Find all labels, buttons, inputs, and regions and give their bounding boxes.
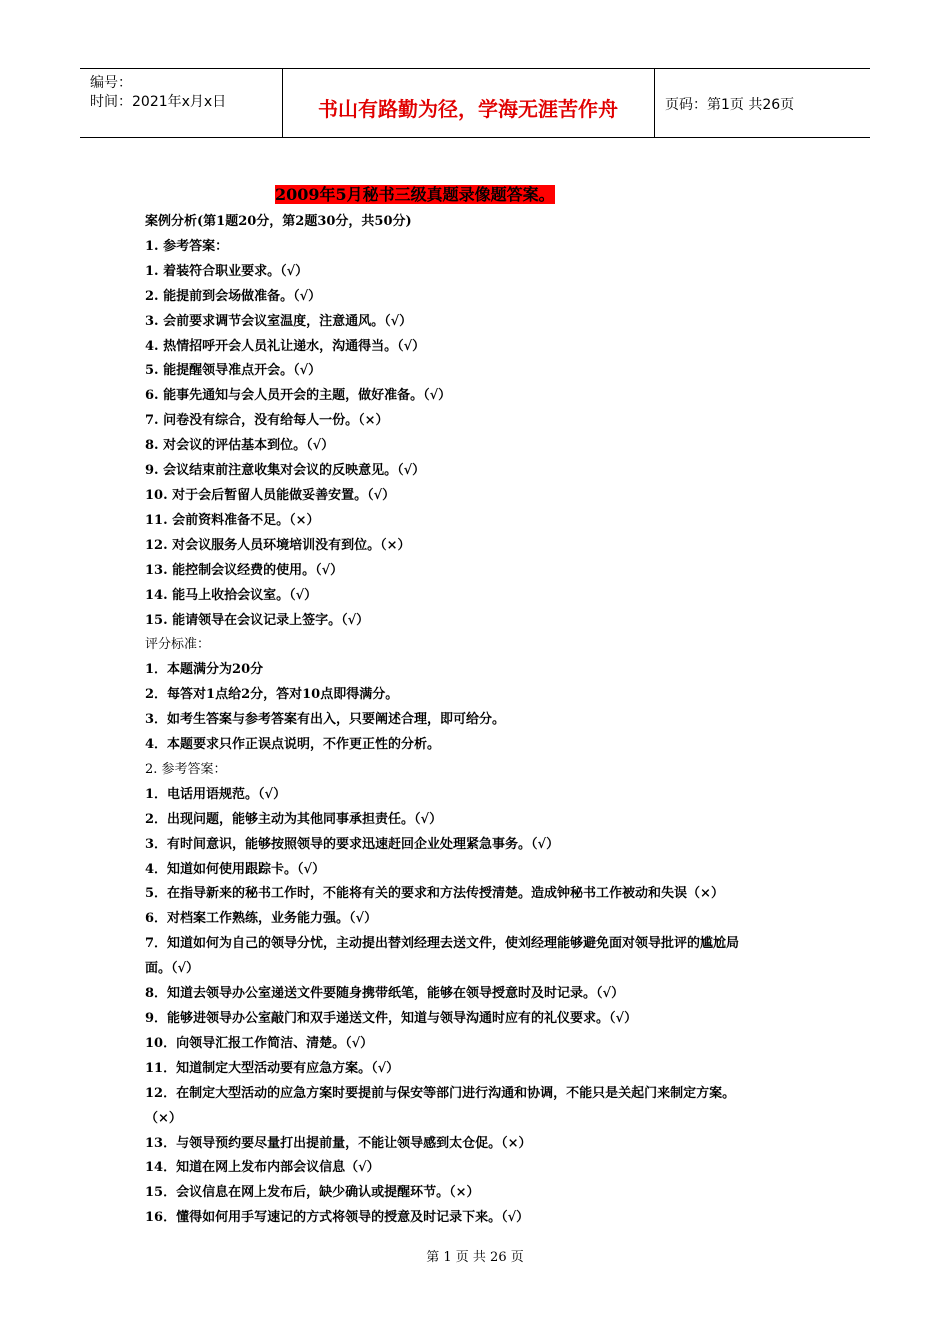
- text-line: 2．每答对1点给2分，答对10点即得满分。: [145, 687, 399, 703]
- title-highlight: 2009年5月秘书三级真题录像题答案。: [275, 185, 555, 204]
- text-line: 10．向领导汇报工作简洁、清楚。（√）: [145, 1035, 374, 1051]
- answer-content: [145, 210, 825, 1231]
- text-line: 面。（√）: [145, 961, 200, 977]
- document-header: [80, 68, 870, 138]
- text-line: 14．知道在网上发布内部会议信息（√）: [145, 1160, 380, 1176]
- text-line: 2. 能提前到会场做准备。（√）: [145, 288, 322, 304]
- text-line: 13. 能控制会议经费的使用。（√）: [145, 562, 344, 578]
- text-line: （×）: [145, 1110, 182, 1126]
- text-line: 评分标准：: [145, 637, 211, 653]
- header-left-cell: [80, 69, 283, 137]
- text-line: 15. 能请领导在会议记录上签字。（√）: [145, 612, 370, 628]
- text-line: 6．对档案工作熟练，业务能力强。（√）: [145, 911, 378, 927]
- text-line: 6. 能事先通知与会人员开会的主题，做好准备。（√）: [145, 388, 452, 404]
- text-line: 1．电话用语规范。（√）: [145, 786, 287, 802]
- document-title: [275, 184, 555, 206]
- number-label: 编号：: [90, 75, 132, 91]
- page-info: 页码：第1页 共26页: [665, 97, 795, 113]
- text-line: 7．知道如何为自己的领导分忧，主动提出替刘经理去送文件，使刘经理能够避免面对领导批评的尴尬局: [145, 936, 740, 952]
- text-line: 7. 问卷没有综合，没有给每人一份。（×）: [145, 413, 389, 429]
- text-line: 3. 会前要求调节会议室温度，注意通风。（√）: [145, 313, 413, 329]
- time-label: 时间：2021年x月x日: [90, 94, 227, 110]
- text-line: 1. 参考答案：: [145, 238, 229, 254]
- text-line: 案例分析(第1题20分，第2题30分，共50分): [145, 214, 412, 229]
- text-line: 3．有时间意识，能够按照领导的要求迅速赶回企业处理紧急事务。（√）: [145, 836, 560, 852]
- header-middle-cell: [282, 69, 655, 137]
- text-line: 2．出现问题，能够主动为其他同事承担责任。（√）: [145, 811, 443, 827]
- text-line: 11．知道制定大型活动要有应急方案。（√）: [145, 1060, 400, 1076]
- text-line: 12．在制定大型活动的应急方案时要提前与保安等部门进行沟通和协调，不能只是关起门来制定方案。: [145, 1085, 736, 1101]
- text-line: 15．会议信息在网上发布后，缺少确认或提醒环节。（×）: [145, 1185, 480, 1201]
- text-line: 8. 对会议的评估基本到位。（√）: [145, 438, 335, 454]
- text-line: 9．能够进领导办公室敲门和双手递送文件，知道与领导沟通时应有的礼仪要求。（√）: [145, 1011, 638, 1026]
- text-line: 8．知道去领导办公室递送文件要随身携带纸笔，能够在领导授意时及时记录。（√）: [145, 986, 625, 1002]
- text-line: 2. 参考答案：: [145, 761, 227, 777]
- text-line: 14. 能马上收拾会议室。（√）: [145, 587, 318, 603]
- text-line: 10. 对于会后暂留人员能做妥善安置。（√）: [145, 487, 396, 503]
- text-line: 4. 热情招呼开会人员礼让递水，沟通得当。（√）: [145, 338, 426, 354]
- header-right-cell: [655, 69, 870, 137]
- text-line: 9. 会议结束前注意收集对会议的反映意见。（√）: [145, 463, 426, 479]
- text-line: 4．知道如何使用跟踪卡。（√）: [145, 861, 326, 877]
- text-line: 5．在指导新来的秘书工作时，不能将有关的要求和方法传授清楚。造成钟秘书工作被动和失误（×）: [145, 886, 724, 902]
- text-line: 3．如考生答案与参考答案有出入，只要阐述合理，即可给分。: [145, 712, 506, 728]
- text-line: 1. 着装符合职业要求。（√）: [145, 263, 309, 279]
- page-footer: 第 1 页 共 26 页: [426, 1250, 524, 1265]
- motto-text: 书山有路勤为径，学海无涯苦作舟: [318, 97, 618, 121]
- text-line: 16．懂得如何用手写速记的方式将领导的授意及时记录下来。（√）: [145, 1210, 530, 1226]
- text-line: 5. 能提醒领导准点开会。（√）: [145, 363, 322, 379]
- text-line: 1．本题满分为20分: [145, 662, 264, 678]
- text-line: 12. 对会议服务人员环境培训没有到位。（×）: [145, 537, 411, 553]
- text-line: 4．本题要求只作正误点说明，不作更正性的分析。: [145, 737, 441, 753]
- text-line: 13．与领导预约要尽量打出提前量，不能让领导感到太仓促。（×）: [145, 1135, 532, 1151]
- text-line: 11. 会前资料准备不足。（×）: [145, 512, 320, 528]
